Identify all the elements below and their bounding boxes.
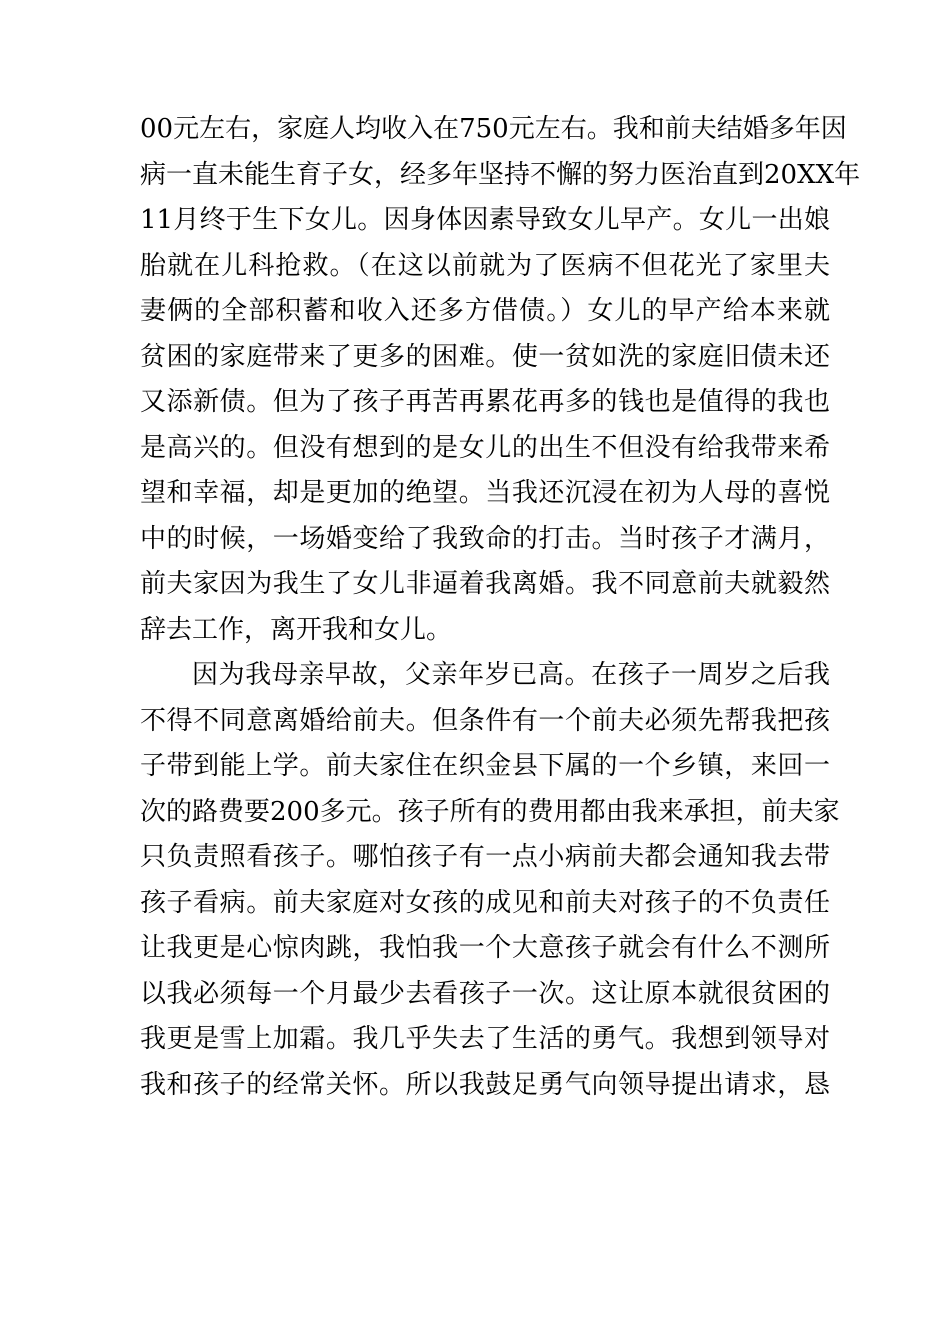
text-line: 前夫家因为我生了女儿非逼着我离婚。我不同意前夫就毅然: [140, 569, 830, 599]
text-line: 不得不同意离婚给前夫。但条件有一个前夫必须先帮我把孩: [140, 705, 830, 736]
text-line: 子带到能上学。前夫家住在织金县下属的一个乡镇，来回一: [140, 751, 830, 781]
text-line: 中的时候，一场婚变给了我致命的打击。当时孩子才满月，: [140, 523, 830, 554]
text-line: 病一直未能生育子女，经多年坚持不懈的努力医治直到20XX年: [140, 159, 861, 190]
text-line: 又添新债。但为了孩子再苦再累花再多的钱也是值得的我也: [140, 387, 830, 417]
document-body: [140, 107, 861, 1108]
text-line: 妻俩的全部积蓄和收入还多方借债。）女儿的早产给本来就: [140, 296, 830, 326]
text-line: 以我必须每一个月最少去看孩子一次。这让原本就很贫困的: [140, 978, 830, 1009]
text-line: 让我更是心惊肉跳，我怕我一个大意孩子就会有什么不测所: [140, 933, 830, 963]
text-line: 胎就在儿科抢救。（在这以前就为了医病不但花光了家里夫: [140, 250, 830, 281]
text-line: 00元左右，家庭人均收入在750元左右。我和前夫结婚多年因: [140, 114, 847, 144]
text-line: 次的路费要200多元。孩子所有的费用都由我来承担，前夫家: [140, 796, 840, 827]
text-line: 我更是雪上加霜。我几乎失去了生活的勇气。我想到领导对: [140, 1024, 830, 1054]
text-line: 望和幸福，却是更加的绝望。当我还沉浸在初为人母的喜悦: [140, 478, 830, 508]
text-line: 辞去工作，离开我和女儿。: [140, 614, 453, 645]
text-line: 贫困的家庭带来了更多的困难。使一贫如洗的家庭旧债未还: [140, 341, 830, 372]
text-line: 只负责照看孩子。哪怕孩子有一点小病前夫都会通知我去带: [140, 842, 830, 872]
text-line: 孩子看病。前夫家庭对女孩的成见和前夫对孩子的不负责任: [140, 887, 830, 918]
text-line: 因为我母亲早故，父亲年岁已高。在孩子一周岁之后我: [192, 660, 830, 690]
text-line: 11月终于生下女儿。因身体因素导致女儿早产。女儿一出娘: [140, 205, 830, 235]
text-line: 我和孩子的经常关怀。所以我鼓足勇气向领导提出请求，恳: [140, 1069, 830, 1100]
text-line: 是高兴的。但没有想到的是女儿的出生不但没有给我带来希: [140, 432, 830, 463]
